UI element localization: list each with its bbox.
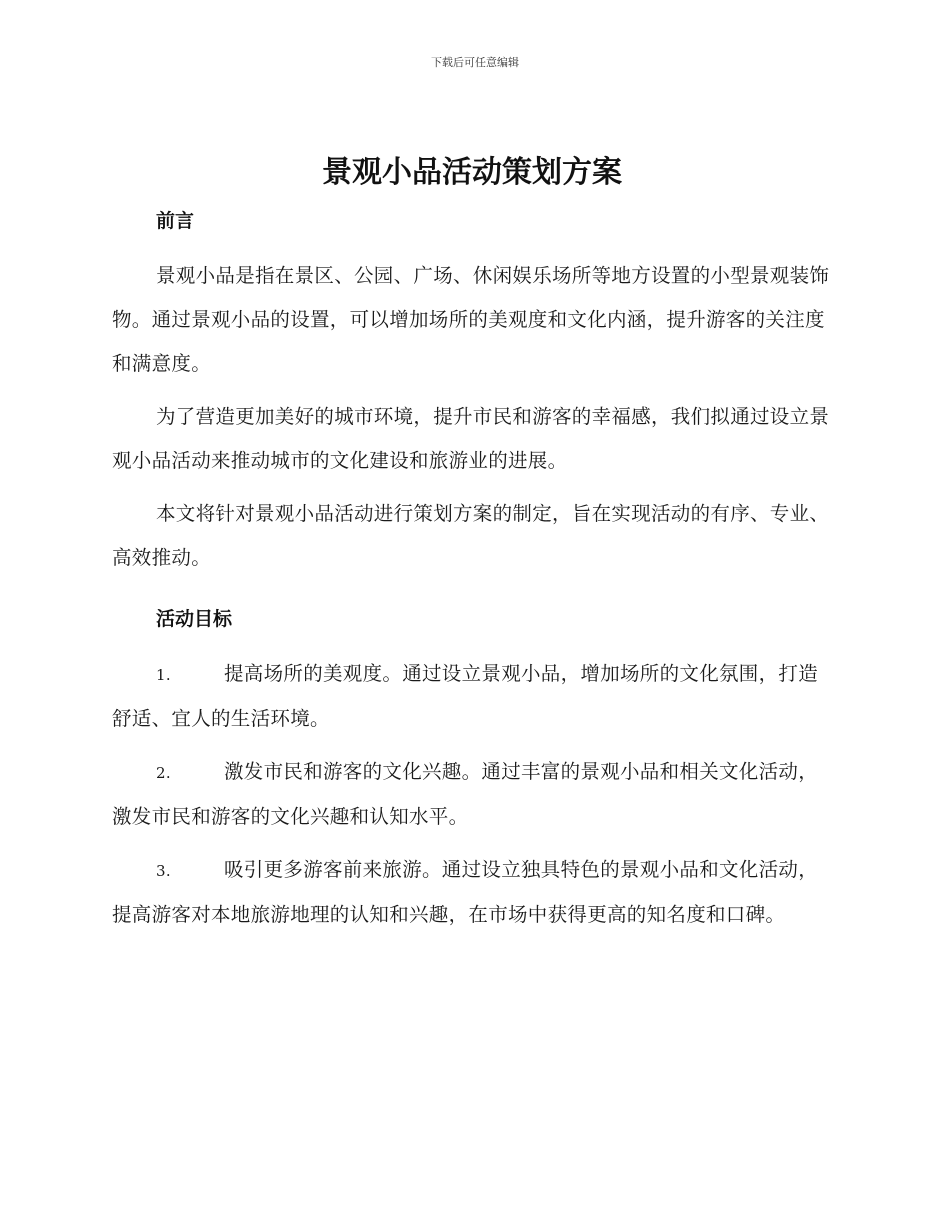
preface-paragraph: 为了营造更加美好的城市环境，提升市民和游客的幸福感，我们拟通过设立景观小品活动来推动城市的文化建设和旅游业的进展。 [112,405,830,472]
section-heading-preface: 前言 [156,210,195,232]
goal-item [112,848,832,937]
preface-paragraph: 景观小品是指在景区、公园、广场、休闲娱乐场所等地方设置的小型景观装饰物。通过景观小品的设置，可以增加场所的美观度和文化内涵，提升游客的关注度和满意度。 [112,264,830,375]
preface-paragraph: 本文将针对景观小品活动进行策划方案的制定，旨在实现活动的有序、专业、高效推动。 [112,502,830,569]
section-heading-goals: 活动目标 [156,608,233,630]
goal-text: 激发市民和游客的文化兴趣。通过丰富的景观小品和相关文化活动，激发市民和游客的文化兴趣和认知水平。 [112,760,819,828]
header-note: 下载后可任意编辑 [431,56,519,69]
goal-text: 吸引更多游客前来旅游。通过设立独具特色的景观小品和文化活动，提高游客对本地旅游地理的认知和兴趣，在市场中获得更高的知名度和口碑。 [112,858,819,926]
document-title: 景观小品活动策划方案 [322,155,622,190]
goal-number: 2. [156,764,171,782]
document-body [112,150,832,937]
goal-number: 3. [156,862,171,880]
goal-text: 提高场所的美观度。通过设立景观小品，增加场所的文化氛围，打造舒适、宜人的生活环境。 [112,662,819,730]
goal-item [112,750,832,839]
goal-item [112,652,832,741]
goal-number: 1. [156,666,171,684]
